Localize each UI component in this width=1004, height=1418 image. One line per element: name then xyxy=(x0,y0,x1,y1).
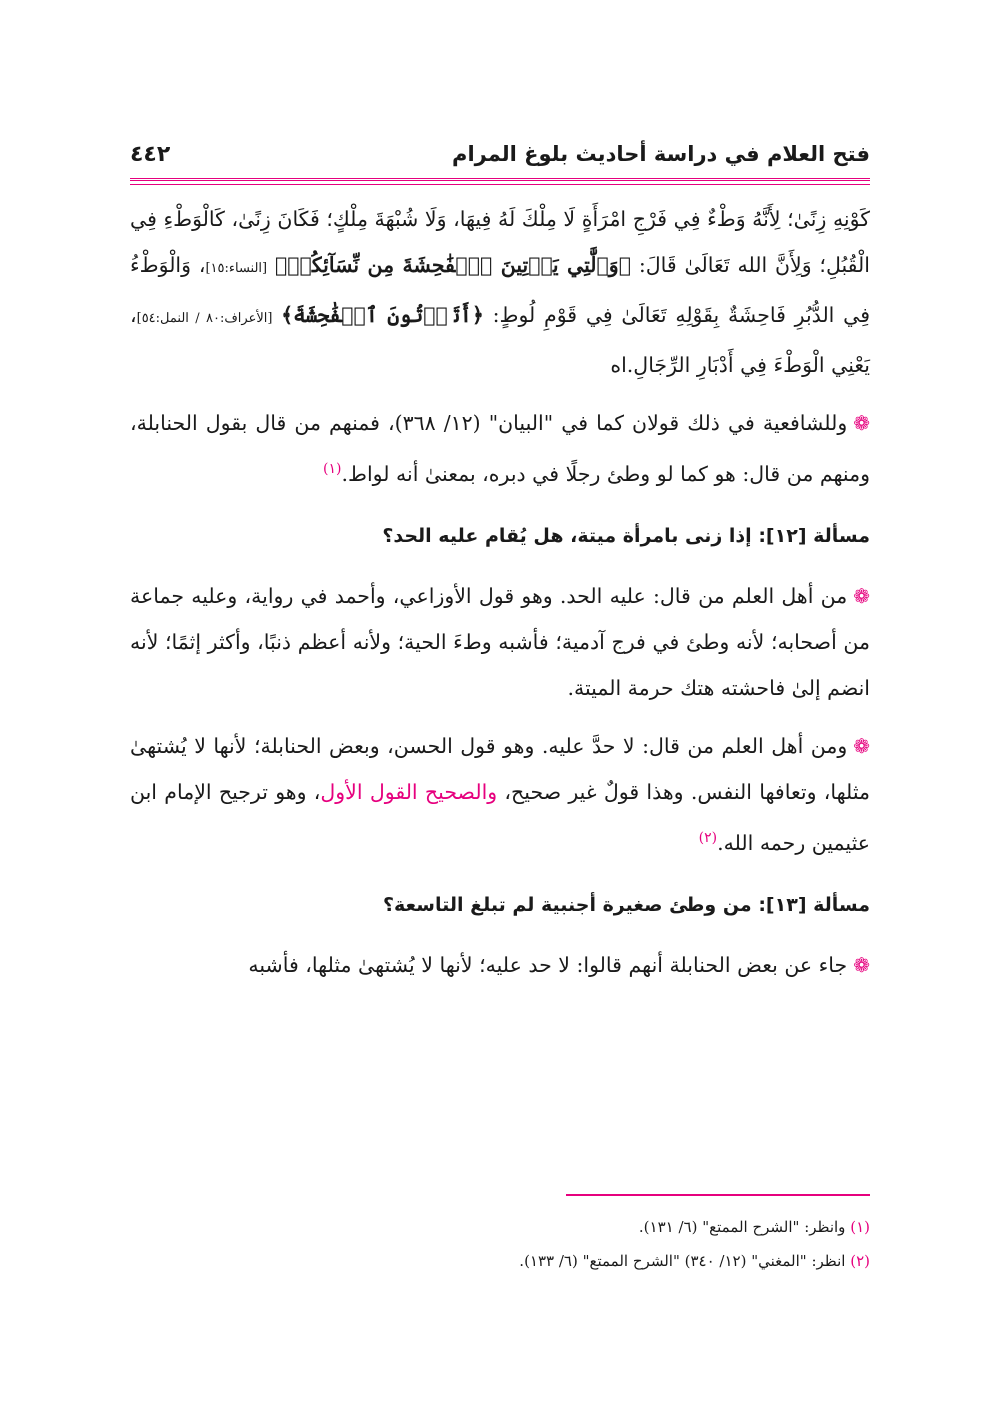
page-header xyxy=(130,134,870,174)
opening-text-2: ، وَالْوَطْءُ فِي الدُّبُرِ فَاحِشَةٌ بِقَوْلِهِ تَعَالَىٰ فِي قَوْمِ لُوطٍ: xyxy=(130,253,870,327)
quran-reference-2: [الأعراف:٨٠ / النمل:٥٤] xyxy=(136,311,273,326)
flower-ornament-icon: ❁ xyxy=(853,411,870,435)
flower-ornament-icon: ❁ xyxy=(853,733,870,758)
hadd-paragraph xyxy=(130,573,870,711)
header-divider-thin xyxy=(130,184,870,185)
saghira-paragraph xyxy=(130,942,870,988)
footnote-number: (١) xyxy=(850,1218,870,1236)
footnotes xyxy=(130,1210,870,1278)
shafiiya-paragraph xyxy=(130,400,870,497)
page-number: ٤٤٢ xyxy=(130,141,171,167)
no-hadd-text-2: ، وهو ترجيح الإمام ابن عثيمين رحمه الله. xyxy=(130,779,870,855)
opening-text-1: كَوْنِهِ زِنًىٰ؛ لِأَنَّهُ وَطْءٌ فِي فَرْجِ امْرَأَةٍ لَا مِلْكَ لَهُ فِيهَا، وَلَا شُبْهَةَ مِلْكٍ؛ فَكَانَ زِنًىٰ، كَالْوَطْءِ فِي الْقُبُلِ؛ وَلِأَنَّ الله تَعَالَىٰ قَالَ: xyxy=(130,207,870,277)
quran-quote-1: ﴿وَٱلَّٰتِي يَأۡتِينَ ٱلۡفَٰحِشَةَ مِن نِّسَآئِكُمۡ﴾ xyxy=(274,253,632,277)
footnote xyxy=(130,1210,870,1244)
footnote-text: انظر: "المغني" (١٢/ ٣٤٠) "الشرح الممتع" (٦/ ١٣٣). xyxy=(519,1252,846,1270)
hadd-text: من أهل العلم من قال: عليه الحد. وهو قول الأوزاعي، وأحمد في رواية، وعليه جماعة من أصحابه؛ لأنه وطئ في فرج آدمية؛ فأشبه وطءَ الحية؛ ولأنه أعظم ذنبًا، وأكثر إثمًا؛ لأنه انضم إلىٰ فاحشته هتك حرمة الميتة. xyxy=(130,583,870,700)
shafiiya-text: وللشافعية في ذلك قولان كما في "البيان" (١٢/ ٣٦٨)، فمنهم من قال بقول الحنابلة، ومنهم من قال: هو كما لو وطئ رجلًا في دبره، بمعنىٰ أنه لواط. xyxy=(130,411,870,486)
footnote-divider xyxy=(566,1194,870,1196)
footnote-ref-1[interactable]: (١) xyxy=(323,461,342,477)
footnote-text: وانظر: "الشرح الممتع" (٦/ ١٣١). xyxy=(638,1218,846,1236)
saghira-text: جاء عن بعض الحنابلة أنهم قالوا: لا حد عليه؛ لأنها لا يُشتهىٰ مثلها، فأشبه xyxy=(248,952,848,977)
quran-reference-1: [النساء:١٥] xyxy=(205,261,268,276)
masala-12-heading xyxy=(130,513,870,559)
quran-quote-2: ﴿أَتَأۡتُونَ ٱلۡفَٰحِشَةَ﴾ xyxy=(281,303,484,327)
running-title: فتح العلام في دراسة أحاديث بلوغ المرام xyxy=(452,142,870,166)
masala-13-label: مسألة [١٣]: xyxy=(758,893,870,916)
masala-12-question: إذا زنى بامرأة ميتة، هل يُقام عليه الحد؟ xyxy=(382,524,752,547)
footnote xyxy=(130,1244,870,1278)
footnote-ref-2[interactable]: (٢) xyxy=(698,829,718,846)
masala-13-question: من وطئ صغيرة أجنبية لم تبلغ التاسعة؟ xyxy=(382,893,752,916)
page xyxy=(130,120,870,1360)
opening-paragraph xyxy=(130,196,870,388)
opening-text-3: ، يَعْنِي الْوَطْءَ فِي أَدْبَارِ الرِّجَالِ.اه xyxy=(130,303,870,377)
flower-ornament-icon: ❁ xyxy=(853,952,870,977)
footnote-number: (٢) xyxy=(850,1252,870,1270)
no-hadd-paragraph xyxy=(130,723,870,866)
header-divider xyxy=(130,178,870,181)
flower-ornament-icon: ❁ xyxy=(853,583,870,608)
masala-12-label: مسألة [١٢]: xyxy=(758,524,870,547)
body-text xyxy=(130,196,870,1000)
masala-13-heading xyxy=(130,882,870,928)
no-hadd-text-1: ومن أهل العلم من قال: لا حدَّ عليه. وهو قول الحسن، وبعض الحنابلة؛ لأنها لا يُشتهىٰ مثلها، وتعافها النفس. وهذا قولٌ غير صحيح، xyxy=(130,733,871,804)
preferred-opinion: والصحيح القول الأول xyxy=(320,779,498,804)
